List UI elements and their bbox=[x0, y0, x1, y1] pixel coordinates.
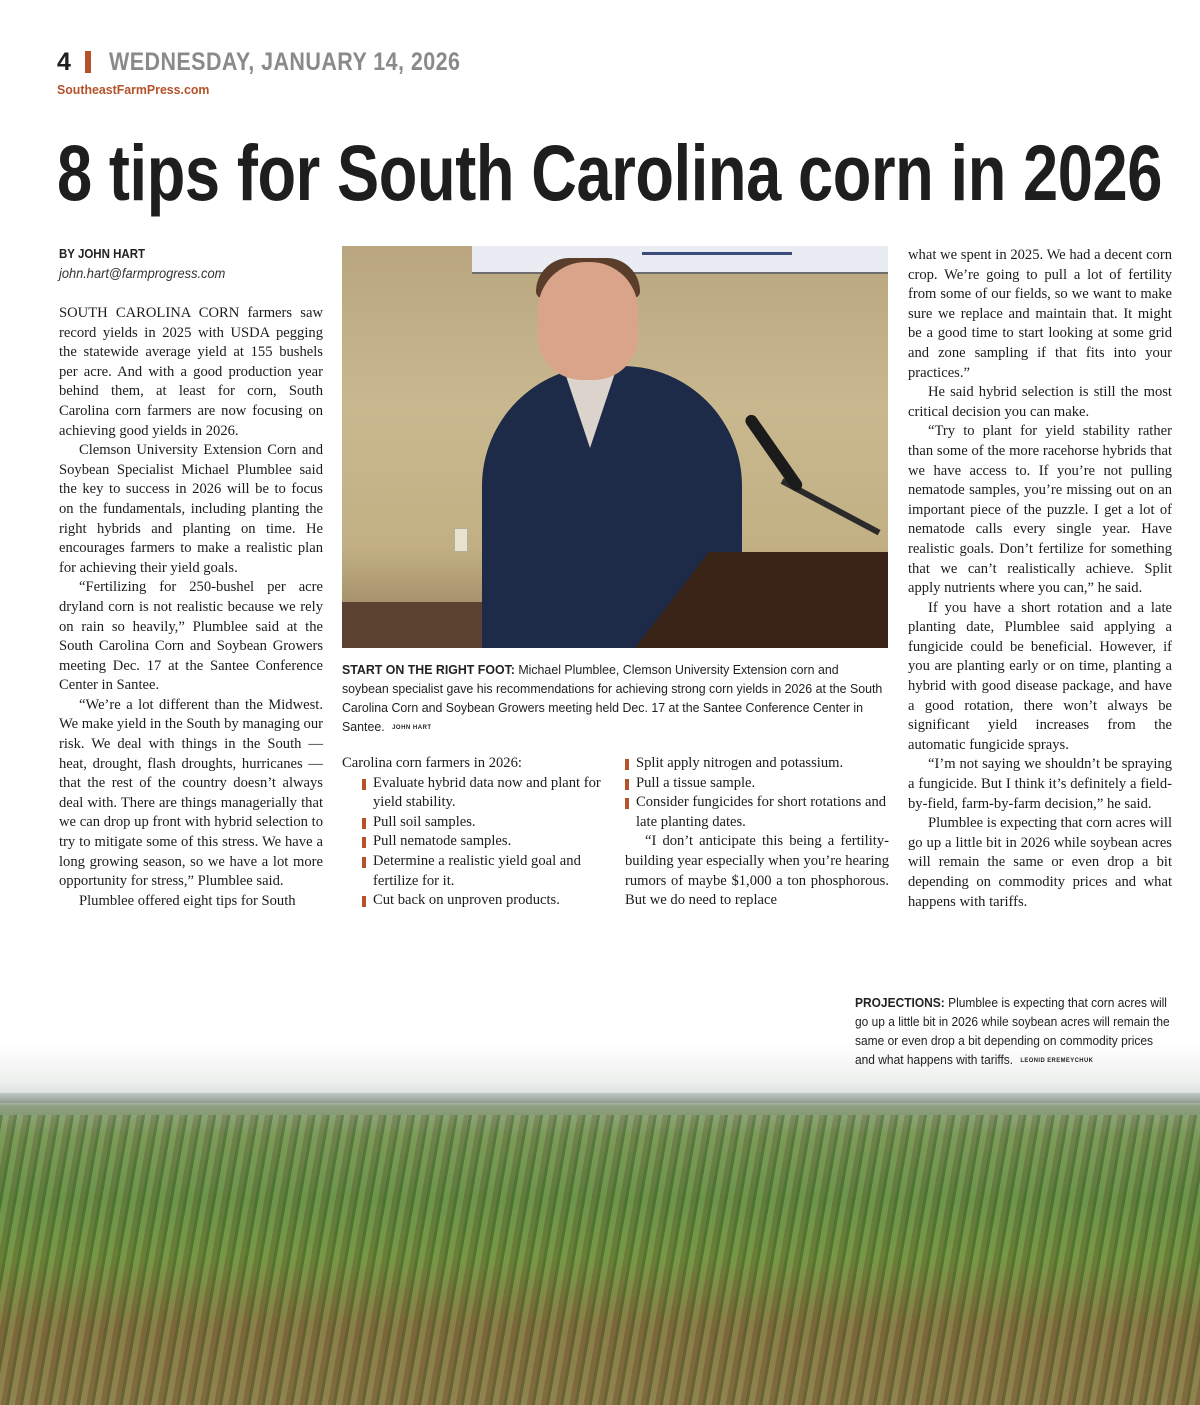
horizon-treeline bbox=[0, 1093, 1200, 1103]
issue-date: WEDNESDAY, JANUARY 14, 2026 bbox=[109, 47, 461, 76]
corn-rows bbox=[0, 1115, 1200, 1405]
list-item: Pull nematode samples. bbox=[342, 832, 607, 852]
photo-credit: LEONID EREMEYCHUK bbox=[1020, 1056, 1094, 1064]
list-item: Consider fungicides for short rotations and late planting dates. bbox=[605, 793, 889, 832]
corn-field-photo bbox=[0, 915, 1200, 1405]
article-headline: 8 tips for South Carolina corn in 2026 bbox=[57, 128, 1163, 217]
paragraph: “We’re a lot different than the Midwest. We make yield in the South by managing our risk. We deal with things in the South — heat, drought, flash droughts, hurricanes — that the rest of the country doesn’t always deal with. There are things managerially that we can drop up front with hybrid selection to try to mitigate some of this stress. We have a long growing season, so we have a lot more opportunity for stress,” Plumblee said. bbox=[59, 696, 323, 890]
list-item: Pull soil samples. bbox=[342, 813, 607, 833]
list-item: Pull a tissue sample. bbox=[605, 774, 889, 794]
photo-caption bbox=[342, 660, 886, 737]
list-item: Cut back on unproven products. bbox=[342, 891, 607, 911]
paragraph: what we spent in 2025. We had a decent corn crop. We’re going to pull a lot of fertility from some of our fields, so we want to make sure we replace and maintain that. It might be a good time to start looking at some grid and zone sampling if that fits into your practices.” bbox=[908, 247, 1172, 381]
wall-outlet bbox=[454, 528, 468, 552]
paragraph: “Fertilizing for 250-bushel per acre dryland corn is not realistic because we rely on rain so heavily,” Plumblee said at the South Carolina Corn and Soybean Growers meeting Dec. 17 at the Santee Conference Center in Santee. bbox=[59, 579, 323, 694]
article-column-2 bbox=[342, 754, 607, 911]
tips-list bbox=[342, 774, 607, 911]
caption-text: Plumblee is expecting that corn acres will go up a little bit in 2026 while soybean acres will remain the same or even drop a bit depending on commodity prices and what happens with tariffs. bbox=[855, 995, 1170, 1067]
caption-text: Michael Plumblee, Clemson University Extension corn and soybean specialist gave his recommendations for achieving strong corn yields in 2026 at the South Carolina Corn and Soybean Growers meeting held Dec. 17 at the Santee Conference Center in Santee. bbox=[342, 662, 883, 734]
page-folio bbox=[57, 46, 518, 78]
paragraph: Plumblee offered eight tips for South bbox=[79, 892, 296, 909]
projector-screen bbox=[472, 246, 888, 274]
paragraph: Carolina corn farmers in 2026: bbox=[342, 755, 522, 771]
list-item: Determine a realistic yield goal and fertilize for it. bbox=[342, 852, 607, 891]
byline: BY JOHN HART bbox=[59, 247, 146, 261]
caption-lead: START ON THE RIGHT FOOT: bbox=[342, 662, 515, 677]
site-link[interactable]: SoutheastFarmPress.com bbox=[57, 82, 210, 97]
paragraph: Plumblee is expecting that corn acres will go up a little bit in 2026 while soybean acres will remain the same or even drop a bit depending on commodity prices and what happens with tariffs. bbox=[908, 815, 1172, 910]
speaker-photo bbox=[342, 246, 888, 648]
field-photo-caption bbox=[855, 993, 1170, 1070]
folio-divider bbox=[85, 51, 91, 73]
paragraph: “Try to plant for yield stability rather than some of the more racehorse hybrids that we have access to. If you’re not pulling nematode samples, you’re missing out on an important piece of the puzzle. I get a lot of nematode calls every single year. Have realistic goals. Don’t fertilize for something that we can’t realistically achieve. Split apply nutrients where you can,” he said. bbox=[908, 423, 1172, 597]
tips-list-continued bbox=[605, 754, 889, 832]
photo-credit: JOHN HART bbox=[392, 723, 432, 731]
paragraph: SOUTH CAROLINA CORN farmers saw record yields in 2025 with USDA pegging the statewide average yield at 155 bushels per acre. And with a good production year behind them, at least for corn, South Carolina corn farmers are now focusing on achieving good yields in 2026. bbox=[59, 305, 323, 439]
article-column-3 bbox=[625, 754, 889, 911]
article-column-1 bbox=[59, 304, 323, 911]
author-email[interactable]: john.hart@farmprogress.com bbox=[59, 266, 226, 281]
paragraph: “I’m not saying we shouldn’t be spraying a fungicide. But I think it’s definitely a field-by-field, farm-by-farm decision,” he said. bbox=[908, 756, 1172, 812]
list-item: Split apply nitrogen and potassium. bbox=[605, 754, 889, 774]
paragraph: If you have a short rotation and a late planting date, Plumblee said applying a fungicide could be beneficial. However, if you are planting early or on time, planting a hybrid with good disease package, and have a good rotation, there won’t always be significant yield increases from the automatic fungicide sprays. bbox=[908, 599, 1172, 753]
paragraph: Clemson University Extension Corn and Soybean Specialist Michael Plumblee said the key to success in 2026 will be to focus on the fundamentals, including planting the right hybrids and planting on time. He encourages farmers to make a realistic plan for achieving their yield goals. bbox=[59, 442, 323, 576]
caption-lead: PROJECTIONS: bbox=[855, 995, 945, 1010]
paragraph: He said hybrid selection is still the most critical decision you can make. bbox=[908, 384, 1172, 420]
page-number: 4 bbox=[57, 47, 72, 76]
speaker-head bbox=[538, 262, 638, 380]
paragraph: “I don’t anticipate this being a fertility-building year especially when you’re hearing rumors of maybe $1,000 a ton phosphorous. But we do need to replace bbox=[625, 833, 889, 909]
article-column-4 bbox=[908, 246, 1172, 912]
microphone bbox=[743, 413, 804, 494]
list-item: Evaluate hybrid data now and plant for yield stability. bbox=[342, 774, 607, 813]
